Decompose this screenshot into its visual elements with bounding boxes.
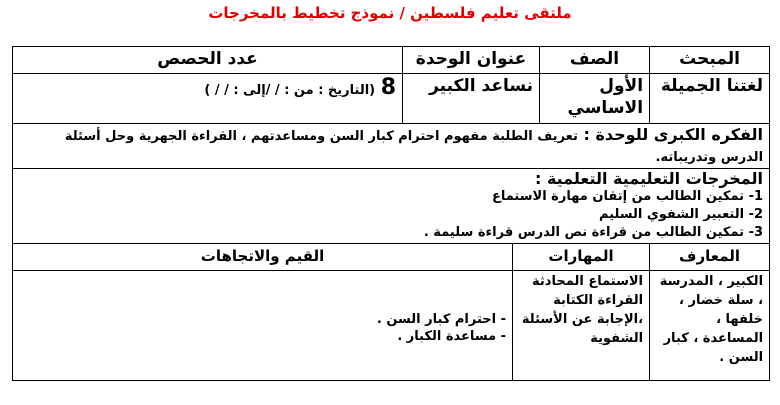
grade-value: الأول الاساسي xyxy=(540,74,650,124)
grade-header: الصف xyxy=(540,47,650,74)
skills-cell: الاستماع المحادثة القراءة الكتابة ،الإجابة عن الأسئلة الشفوية xyxy=(513,271,650,381)
big-idea-row xyxy=(13,124,770,169)
outcome-item: 1- تمكين الطالب من إتقان مهارة الاستماع xyxy=(491,189,764,204)
unit-title-value: نساعد الكبير xyxy=(403,74,540,124)
values-header: القيم والاتجاهات xyxy=(13,244,513,271)
big-idea-text: تعريف الطلبة مفهوم احترام كبار السن ومساعدتهم ، القراءة الجهرية وحل أسئلة الدرس وتدريباته. xyxy=(64,129,764,165)
values-cell xyxy=(13,271,513,381)
knowledge-cell: الكبير ، المدرسة ، سلة خضار ، خلفها ، المساعدة ، كبار السن . xyxy=(650,271,770,381)
subject-value: لغتنا الجميلة xyxy=(650,74,770,124)
page-header-title: ملتقى تعليم فلسطين / نموذج تخطيط بالمخرجات xyxy=(208,4,572,22)
columns-body-row xyxy=(13,271,770,381)
values-list xyxy=(19,312,506,344)
unit-title-header: عنوان الوحدة xyxy=(403,47,540,74)
periods-count: 8 xyxy=(380,75,397,100)
outcome-item: 3- تمكين الطالب من قراءة نص الدرس قراءة سليمة . xyxy=(423,225,764,240)
subject-header: المبحث xyxy=(650,47,770,74)
big-idea-cell xyxy=(13,124,770,169)
unit-info-row xyxy=(13,74,770,124)
outcomes-cell xyxy=(13,169,770,244)
values-item: - مساعدة الكبار . xyxy=(397,329,507,344)
periods-value xyxy=(13,74,403,124)
table-header-row xyxy=(13,47,770,74)
skills-header: المهارات xyxy=(513,244,650,271)
big-idea-label: الفكره الكبرى للوحدة : xyxy=(583,125,764,144)
knowledge-header: المعارف xyxy=(650,244,770,271)
lesson-plan-table xyxy=(12,46,770,381)
values-item: - احترام كبار السن . xyxy=(376,312,507,327)
date-range: (التاريخ : من : / /إلى : / / ) xyxy=(204,83,376,98)
outcomes-title: المخرجات التعليمية التعلمية : xyxy=(534,169,764,188)
columns-header-row xyxy=(13,244,770,271)
periods-header: عدد الحصص xyxy=(13,47,403,74)
outcomes-row xyxy=(13,169,770,244)
outcome-item: 2- التعبير الشفوي السليم xyxy=(598,207,764,222)
